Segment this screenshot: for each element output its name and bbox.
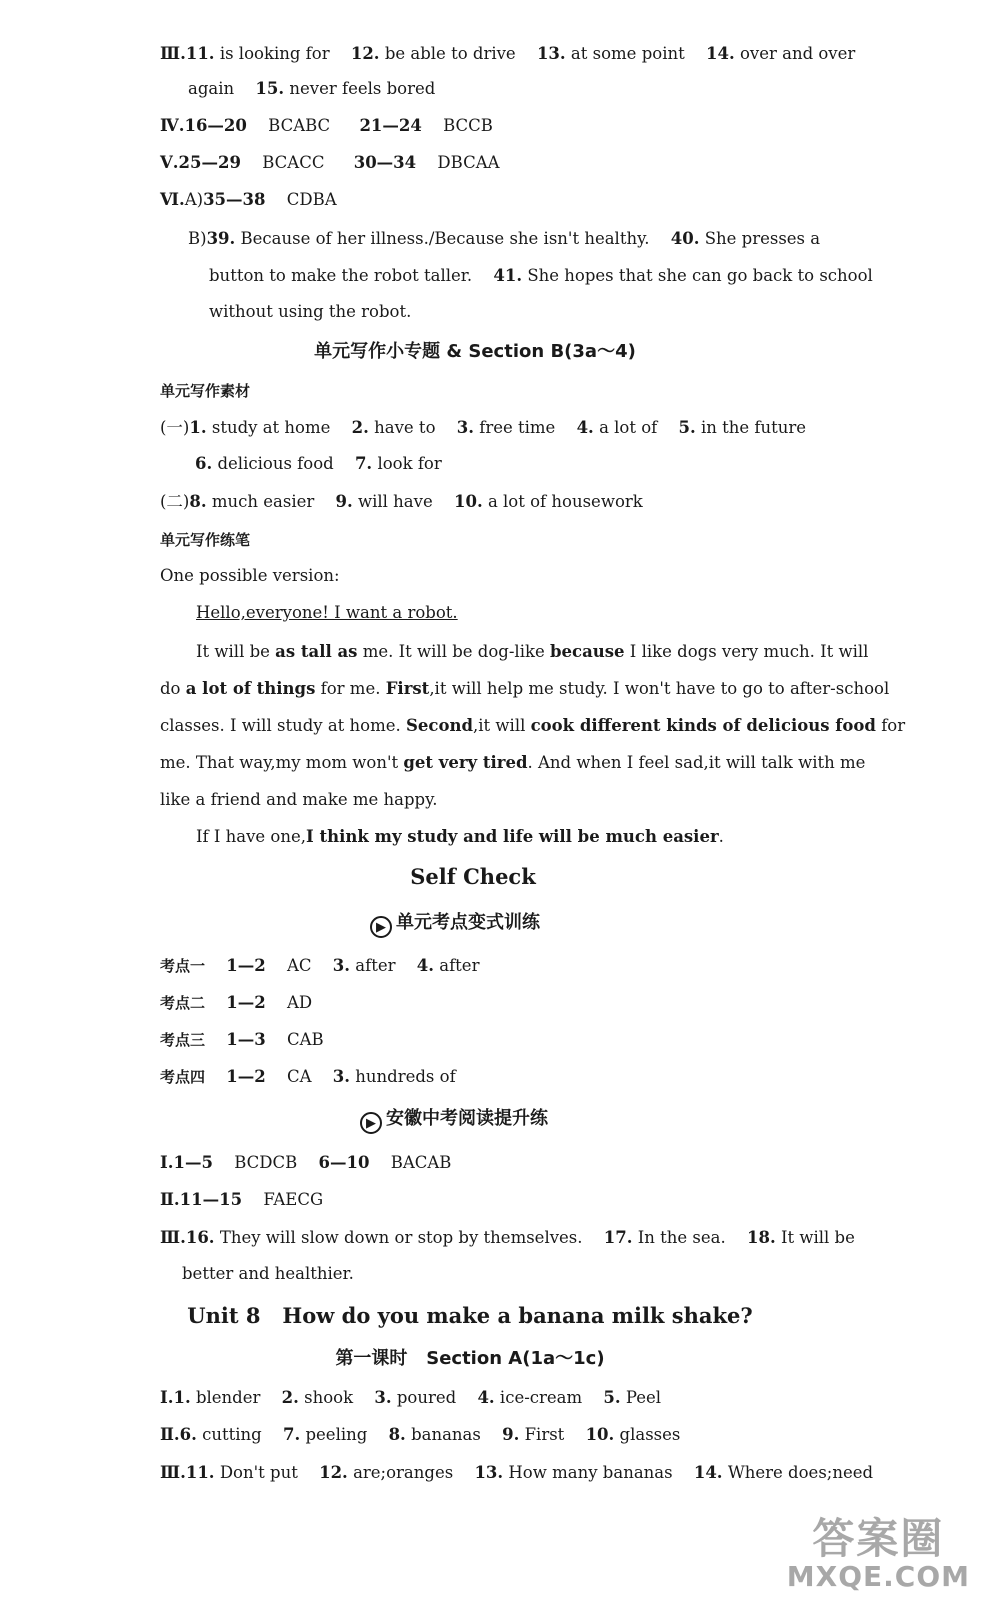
answer-line <box>160 1227 855 1249</box>
answer-text: Because of her illness./Because she isn't healthy. <box>240 229 650 248</box>
answer-text: never feels bored <box>289 79 436 98</box>
answer-text: peeling <box>305 1425 368 1444</box>
essay-key-phrase: a lot of things <box>185 679 316 698</box>
answer-line <box>195 453 442 475</box>
item-number: 3. <box>374 1388 392 1407</box>
answers: CDBA <box>286 190 337 209</box>
section-label: Ⅱ. <box>160 1425 180 1444</box>
answer-text: without using the robot. <box>209 302 412 321</box>
key-point-label: 考点一 <box>160 957 206 975</box>
answer-text: is looking for <box>219 44 330 63</box>
item-number: 41. <box>493 266 523 285</box>
essay-text: I like dogs very much. It will <box>624 642 869 661</box>
answer-line <box>160 1462 873 1484</box>
answer-text: Don't put <box>219 1463 298 1482</box>
answer-text: at some point <box>570 44 685 63</box>
essay-key-phrase: as tall as <box>275 642 358 661</box>
answer-text: have to <box>374 418 436 437</box>
answer-line <box>209 301 411 323</box>
essay-text: classes. I will study at home. <box>160 716 407 735</box>
item-number: 7. <box>354 454 373 473</box>
item-number: 4. <box>416 956 434 975</box>
key-point-label: 考点四 <box>160 1068 206 1086</box>
answer-text: better and healthier. <box>182 1264 354 1283</box>
item-number: 4. <box>576 418 594 437</box>
essay-text: me. It will be dog-like <box>357 642 550 661</box>
section-title: Self Check <box>410 864 536 889</box>
essay-text: for me. <box>315 679 386 698</box>
answer-line <box>209 265 873 287</box>
range: 35—38 <box>203 190 266 209</box>
essay-text: like a friend and make me happy. <box>160 790 438 809</box>
item-number: 1. <box>173 1388 191 1407</box>
answer-line <box>160 1387 661 1409</box>
essay-line <box>196 641 868 663</box>
watermark-line2: MXQE.COM <box>786 1560 970 1593</box>
key-point-label: 考点三 <box>160 1031 206 1049</box>
item-number: 17. <box>603 1228 633 1247</box>
answers: AD <box>286 993 313 1012</box>
item-number: 16. <box>185 1228 215 1247</box>
essay-line <box>160 715 905 737</box>
answer-line <box>182 1263 354 1285</box>
range: 11—15 <box>179 1190 243 1209</box>
essay-line <box>160 752 865 774</box>
section-label: Ⅲ. <box>160 44 186 63</box>
answer-text: again <box>188 79 235 98</box>
item-number: 10. <box>453 492 483 511</box>
section-label: Ⅵ. <box>160 190 185 209</box>
answer-line <box>160 152 500 174</box>
item-number: 1. <box>189 418 207 437</box>
range: 25—29 <box>178 153 241 172</box>
item-number: 10. <box>585 1425 615 1444</box>
essay-text: . <box>718 827 724 846</box>
answer-text: over and over <box>739 44 856 63</box>
answer-text: after <box>355 956 396 975</box>
answers: DBCAA <box>437 153 500 172</box>
item-number: 3. <box>332 956 351 975</box>
answers: AC <box>286 956 312 975</box>
answer-text: a lot of <box>599 418 658 437</box>
item-number: 14. <box>705 44 735 63</box>
arrow-circle-icon: ▶ <box>360 1112 382 1134</box>
unit-title: Unit 8 How do you make a banana milk shake? <box>187 1303 753 1328</box>
answers: BCABC <box>268 116 331 135</box>
item-number: 13. <box>474 1463 504 1482</box>
range: 1—5 <box>173 1153 213 1172</box>
range: 6—10 <box>318 1153 370 1172</box>
section-label: Ⅳ. <box>160 116 185 135</box>
watermark-line1: 答案圈 <box>812 1514 945 1563</box>
answer-text: First <box>524 1425 565 1444</box>
answer-text: It will be <box>780 1228 855 1247</box>
item-number: 2. <box>281 1388 299 1407</box>
essay-text: If I have one, <box>196 827 306 846</box>
essay-line <box>160 789 438 811</box>
answer-text: poured <box>396 1388 457 1407</box>
subsection-heading <box>360 1108 548 1134</box>
range: 1—2 <box>226 1067 266 1086</box>
answer-text: be able to drive <box>384 44 516 63</box>
answer-line <box>160 491 643 513</box>
essay-line <box>160 678 889 700</box>
sample-label: One possible version: <box>160 566 340 585</box>
subsection-heading-text: 安徽中考阅读提升练 <box>386 1108 548 1129</box>
item-number: 13. <box>536 44 566 63</box>
range: 1—2 <box>226 956 266 975</box>
section-label: Ⅱ. <box>160 1190 180 1209</box>
answer-text: She presses a <box>704 229 821 248</box>
essay-key-phrase: Second <box>406 716 474 735</box>
essay-key-phrase: I think my study and life will be much easier <box>306 827 719 846</box>
range: 1—2 <box>226 993 266 1012</box>
subsection-heading-text: 单元考点变式训练 <box>396 912 540 933</box>
essay-text: It will be <box>196 642 276 661</box>
item-number: 14. <box>693 1463 723 1482</box>
item-number: 18. <box>746 1228 776 1247</box>
answer-text: ice-cream <box>499 1388 583 1407</box>
item-number: 11. <box>185 1463 215 1482</box>
answer-text: Where does;need <box>727 1463 874 1482</box>
answer-text: button to make the robot taller. <box>209 266 473 285</box>
answer-text: hundreds of <box>355 1067 456 1086</box>
answers: CAB <box>286 1030 324 1049</box>
section-label: Ⅲ. <box>160 1228 186 1247</box>
range: 21—24 <box>359 116 422 135</box>
section-label: Ⅰ. <box>160 1388 174 1407</box>
item-number: 12. <box>319 1463 348 1482</box>
essay-text: do <box>160 679 186 698</box>
answers: FAECG <box>263 1190 324 1209</box>
answer-text: after <box>439 956 480 975</box>
subsection-heading <box>370 912 540 938</box>
answer-text: bananas <box>411 1425 481 1444</box>
essay-text: . And when I feel sad,it will talk with me <box>527 753 866 772</box>
item-number: 8. <box>189 492 207 511</box>
section-heading: 单元写作小专题 & Section B(3a～4) <box>314 341 636 362</box>
essay-text: for <box>875 716 906 735</box>
essay-line <box>196 826 724 848</box>
range: 16—20 <box>184 116 247 135</box>
answer-line <box>160 955 479 977</box>
arrow-circle-icon: ▶ <box>370 916 392 938</box>
answers: BCACC <box>262 153 325 172</box>
answers: BCCB <box>443 116 493 135</box>
essay-key-phrase: First <box>385 679 430 698</box>
essay-greeting: Hello,everyone! I want a robot. <box>196 603 458 622</box>
answers: BACAB <box>390 1153 452 1172</box>
item-number: 39. <box>206 229 236 248</box>
answer-line <box>160 1066 456 1088</box>
item-number: 9. <box>335 492 353 511</box>
item-number: 11. <box>185 44 215 63</box>
answer-line <box>160 1152 451 1174</box>
item-number: 9. <box>502 1425 520 1444</box>
essay-text: ,it will help me study. I won't have to go to after-school <box>429 679 890 698</box>
answer-line <box>160 1189 323 1211</box>
answer-text: glasses <box>619 1425 681 1444</box>
answer-text: study at home <box>211 418 331 437</box>
answer-text: She hopes that she can go back to school <box>527 266 873 285</box>
answer-text: look for <box>377 454 442 473</box>
answer-text: shook <box>304 1388 354 1407</box>
answer-line <box>160 43 855 65</box>
item-number: 3. <box>456 418 474 437</box>
answer-line <box>160 1424 680 1446</box>
answers: BCDCB <box>234 1153 298 1172</box>
group-label: (二) <box>160 492 190 511</box>
sub-label: A) <box>184 190 204 209</box>
item-number: 6. <box>195 454 213 473</box>
section-label: Ⅰ. <box>160 1153 174 1172</box>
answer-text: cutting <box>202 1425 262 1444</box>
item-number: 4. <box>477 1388 495 1407</box>
essay-key-phrase: get very tired <box>403 753 528 772</box>
answer-text: How many bananas <box>508 1463 673 1482</box>
answer-text: delicious food <box>217 454 334 473</box>
answer-text: Peel <box>625 1388 662 1407</box>
answer-text: are;oranges <box>353 1463 454 1482</box>
answer-line <box>188 78 435 100</box>
item-number: 5. <box>678 418 696 437</box>
section-label: Ⅴ. <box>160 153 179 172</box>
answer-text: will have <box>357 492 433 511</box>
group-label: (一) <box>160 418 190 437</box>
item-number: 8. <box>388 1425 406 1444</box>
item-number: 40. <box>670 229 700 248</box>
answer-text: blender <box>195 1388 261 1407</box>
essay-text: ,it will <box>473 716 531 735</box>
sub-label: B) <box>188 229 207 248</box>
range: 1—3 <box>226 1030 266 1049</box>
answer-line <box>160 189 337 211</box>
subsection-title: 单元写作素材 <box>160 382 251 400</box>
answer-line <box>160 417 806 439</box>
lesson-title: 第一课时 Section A(1a～1c) <box>335 1348 605 1369</box>
item-number: 12. <box>350 44 380 63</box>
answer-text: much easier <box>211 492 315 511</box>
item-number: 5. <box>603 1388 621 1407</box>
answer-line <box>160 115 493 137</box>
essay-key-phrase: cook different kinds of delicious food <box>530 716 876 735</box>
item-number: 6. <box>179 1425 197 1444</box>
essay-key-phrase: because <box>550 642 625 661</box>
answer-line <box>160 992 312 1014</box>
item-number: 15. <box>255 79 285 98</box>
range: 30—34 <box>353 153 417 172</box>
item-number: 7. <box>283 1425 301 1444</box>
item-number: 2. <box>351 418 369 437</box>
section-label: Ⅲ. <box>160 1463 186 1482</box>
answer-text: They will slow down or stop by themselves. <box>219 1228 583 1247</box>
essay-text: me. That way,my mom won't <box>160 753 404 772</box>
subsection-title: 单元写作练笔 <box>160 531 251 549</box>
answer-line <box>188 228 820 250</box>
item-number: 3. <box>332 1067 351 1086</box>
answer-text: In the sea. <box>637 1228 726 1247</box>
answers: CA <box>286 1067 312 1086</box>
key-point-label: 考点二 <box>160 994 206 1012</box>
answer-text: a lot of housework <box>487 492 643 511</box>
answer-text: free time <box>479 418 556 437</box>
watermark-logo <box>787 1516 970 1592</box>
answer-text: in the future <box>701 418 807 437</box>
answer-line <box>160 1029 324 1051</box>
